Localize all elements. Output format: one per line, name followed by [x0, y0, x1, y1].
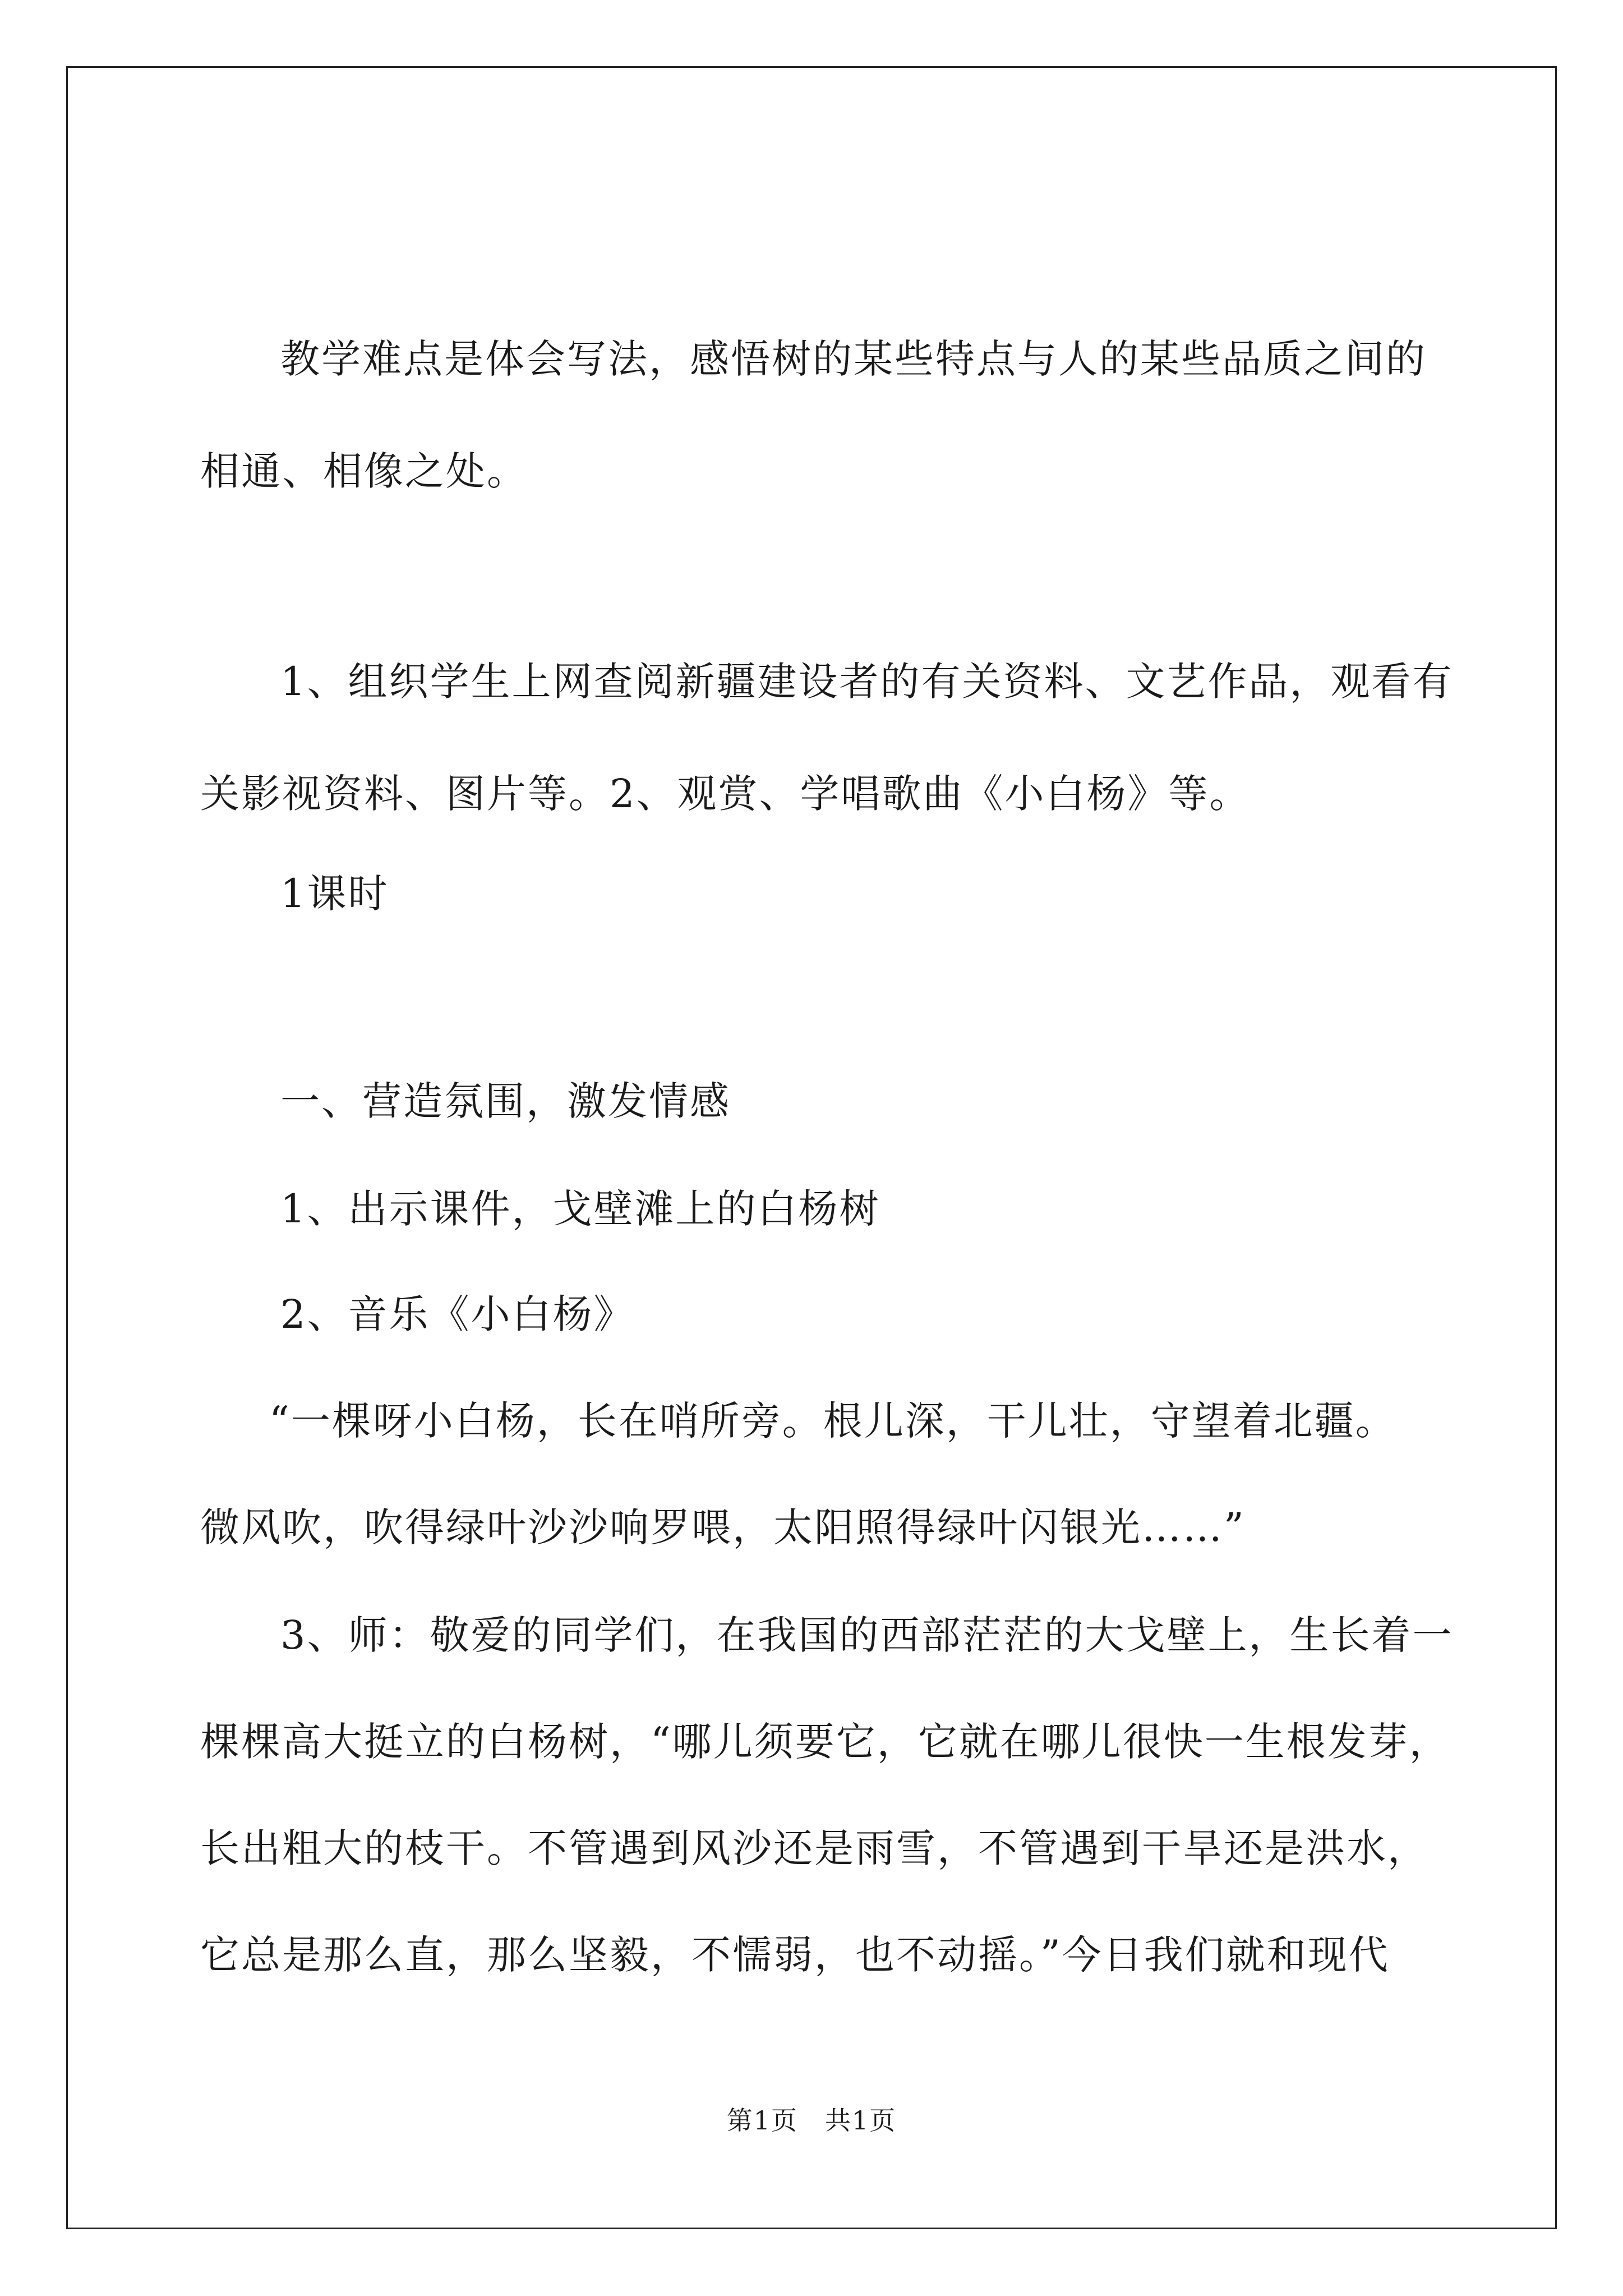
paragraph-line: 棵棵高大挺立的白杨树，“哪儿须要它，它就在哪儿很快一生根发芽， [200, 1719, 1450, 1765]
paragraph-line: 3、师：敬爱的同学们，在我国的西部茫茫的大戈壁上，生长着一 [280, 1612, 1454, 1658]
paragraph-line: 1、组织学生上网查阅新疆建设者的有关资料、文艺作品，观看有 [280, 659, 1454, 705]
list-item: 1、出示课件，戈壁滩上的白杨树 [280, 1186, 880, 1232]
list-item: 2、音乐《小白杨》 [280, 1291, 635, 1337]
paragraph-line: 长出粗大的枝干。不管遇到风沙还是雨雪，不管遇到干旱还是洪水， [200, 1825, 1428, 1871]
paragraph-line: 相通、相像之处。 [200, 448, 528, 494]
section-heading: 一、营造氛围，激发情感 [280, 1078, 731, 1124]
paragraph-line: 关影视资料、图片等。2、观赏、学唱歌曲《小白杨》等。 [200, 771, 1251, 817]
paragraph-line: 1课时 [280, 871, 389, 917]
total-pages-label: 共1页 [825, 2105, 897, 2136]
page-footer [0, 2104, 1623, 2137]
quote-line: “一棵呀小白杨，长在哨所旁。根儿深，干儿壮，守望着北疆。 [269, 1398, 1396, 1444]
paragraph-line: 它总是那么直，那么坚毅，不懦弱，也不动摇。”今日我们就和现代 [200, 1932, 1390, 1978]
quote-line: 微风吹，吹得绿叶沙沙响罗喂，太阳照得绿叶闪银光……” [200, 1504, 1246, 1550]
paragraph-line: 教学难点是体会写法，感悟树的某些特点与人的某些品质之间的 [280, 336, 1427, 382]
page-border [66, 66, 1557, 2229]
current-page-label: 第1页 [726, 2105, 798, 2136]
